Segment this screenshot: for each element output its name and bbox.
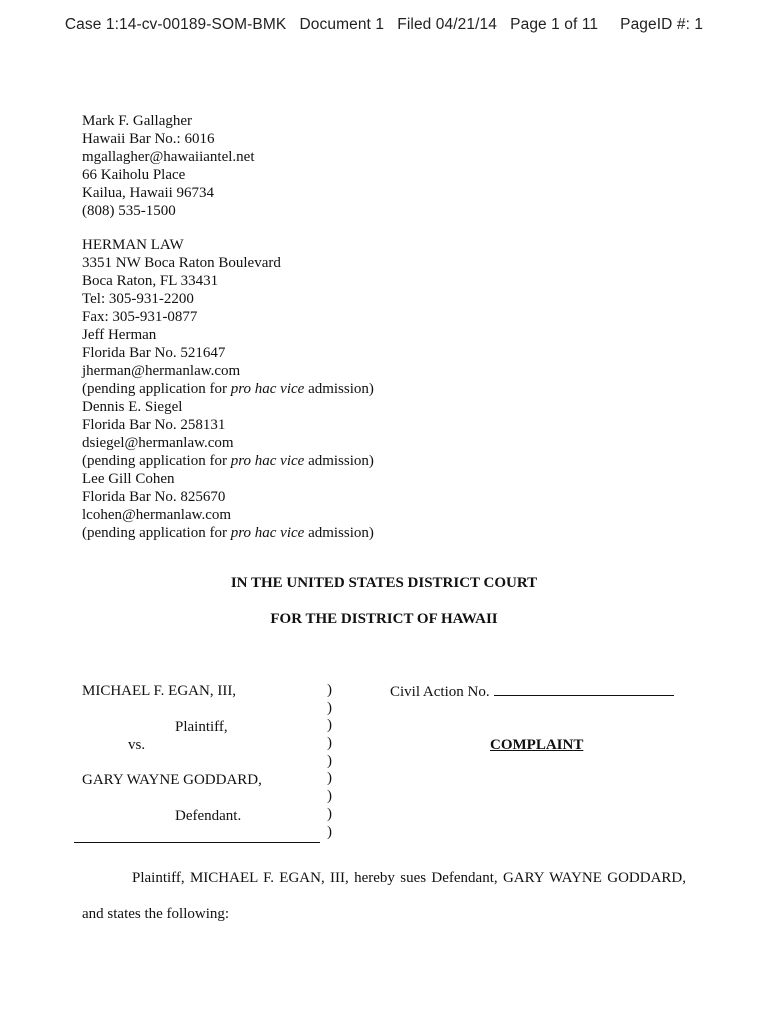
firm-line: dsiegel@hermanlaw.com: [82, 435, 234, 451]
local-counsel-line: 66 Kaiholu Place: [82, 167, 186, 183]
firm-line: 3351 NW Boca Raton Boulevard: [82, 255, 281, 271]
civil-action-blank: [494, 682, 674, 696]
defendant-role: Defendant.: [175, 808, 242, 824]
local-counsel-line: Mark F. Gallagher: [82, 113, 193, 129]
local-counsel-line: (808) 535-1500: [82, 203, 176, 219]
firm-line: Boca Raton, FL 33431: [82, 273, 219, 289]
caption-parentheses: ) ) ) ) ) ) ) ) ): [327, 682, 332, 840]
firm-line: Jeff Herman: [82, 327, 157, 343]
firm-line: HERMAN LAW: [82, 237, 184, 253]
caption-divider: [74, 842, 320, 843]
local-counsel-line: mgallagher@hawaiiantel.net: [82, 149, 255, 165]
firm-counsel-block: [82, 236, 374, 542]
firm-line: lcohen@hermanlaw.com: [82, 507, 232, 523]
firm-line: Lee Gill Cohen: [82, 471, 175, 487]
versus-label: vs.: [128, 737, 146, 753]
civil-action-field: [390, 682, 674, 701]
court-title: IN THE UNITED STATES DISTRICT COURT: [230, 575, 538, 591]
firm-line: Florida Bar No. 825670: [82, 489, 226, 505]
intro-paragraph: Plaintiff, MICHAEL F. EGAN, III, hereby sues Defendant, GARY WAYNE GODDARD, and states the following:: [82, 870, 686, 922]
firm-line: Tel: 305-931-2200: [82, 291, 194, 307]
firm-line: Florida Bar No. 258131: [82, 417, 226, 433]
pro-hac-vice-note: (pending application for pro hac vice admission): [82, 525, 374, 541]
pro-hac-vice-note: (pending application for pro hac vice admission): [82, 453, 374, 469]
firm-line: Florida Bar No. 521647: [82, 345, 226, 361]
pro-hac-vice-note: (pending application for pro hac vice admission): [82, 381, 374, 397]
defendant-name: GARY WAYNE GODDARD,: [82, 772, 262, 788]
local-counsel-line: Kailua, Hawaii 96734: [82, 185, 215, 201]
district-title: FOR THE DISTRICT OF HAWAII: [270, 611, 498, 627]
firm-line: jherman@hermanlaw.com: [82, 363, 241, 379]
document-title: COMPLAINT: [490, 737, 584, 753]
firm-line: Dennis E. Siegel: [82, 399, 183, 415]
case-header: Case 1:14-cv-00189-SOM-BMK Document 1 Filed 04/21/14 Page 1 of 11 PageID #: 1: [64, 16, 704, 33]
plaintiff-role: Plaintiff,: [175, 719, 228, 735]
plaintiff-name: MICHAEL F. EGAN, III,: [82, 683, 237, 699]
civil-action-label: Civil Action No.: [390, 684, 490, 700]
local-counsel-block: [82, 112, 255, 220]
local-counsel-line: Hawaii Bar No.: 6016: [82, 131, 215, 147]
firm-line: Fax: 305-931-0877: [82, 309, 198, 325]
